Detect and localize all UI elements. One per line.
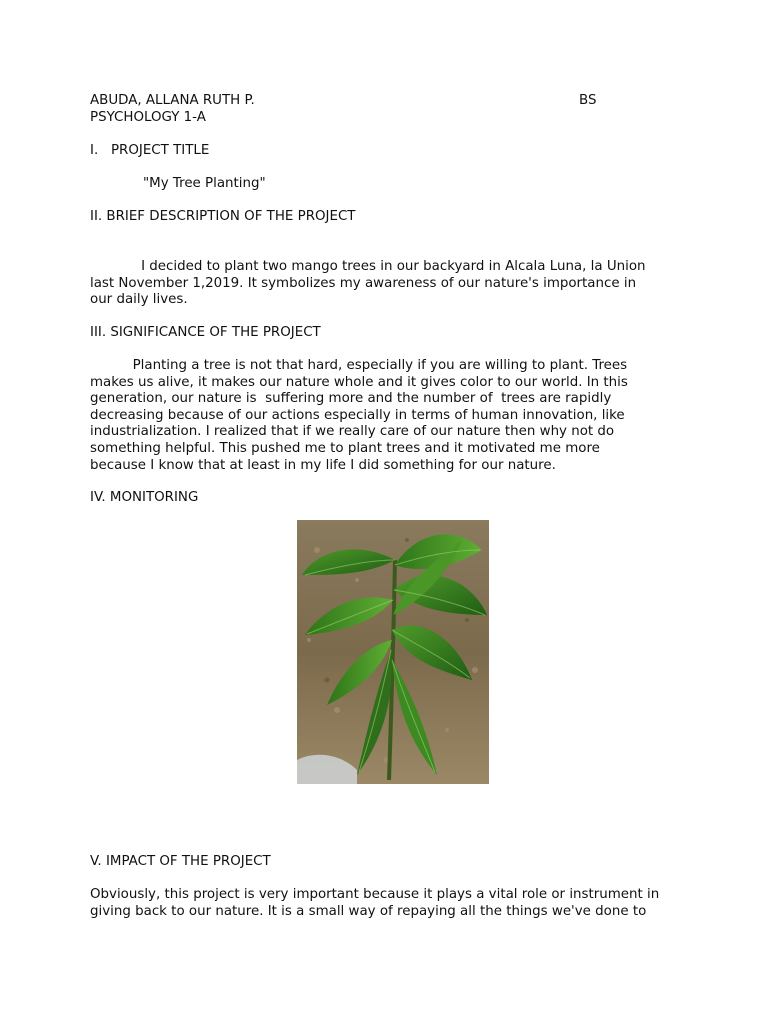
description-line: our daily lives. bbox=[90, 292, 188, 308]
significance-paragraph bbox=[90, 358, 690, 474]
monitoring-heading: IV. MONITORING bbox=[90, 490, 199, 505]
significance-line: something helpful. This pushed me to plant trees and it motivated me more bbox=[90, 440, 600, 456]
project-title-heading: I. PROJECT TITLE bbox=[90, 143, 210, 158]
impact-line: Obviously, this project is very important because it plays a vital role or instrument in bbox=[90, 887, 660, 902]
significance-line: decreasing because of our actions especially in terms of human innovation, like bbox=[90, 407, 625, 423]
impact-paragraph bbox=[90, 887, 690, 920]
significance-line: makes us alive, it makes our nature whole and it gives color to our world. In this bbox=[90, 374, 628, 390]
impact-heading: V. IMPACT OF THE PROJECT bbox=[90, 854, 271, 869]
mango-seedling-photo bbox=[297, 520, 489, 784]
description-heading: II. BRIEF DESCRIPTION OF THE PROJECT bbox=[90, 209, 356, 224]
impact-line: giving back to our nature. It is a small way of repaying all the things we've done to bbox=[90, 903, 647, 919]
course-name: PSYCHOLOGY 1-A bbox=[90, 110, 206, 125]
description-paragraph bbox=[90, 259, 690, 309]
student-name: ABUDA, ALLANA RUTH P. bbox=[90, 93, 255, 108]
project-title-value: "My Tree Planting" bbox=[143, 176, 266, 191]
significance-line: because I know that at least in my life I did something for our nature. bbox=[90, 457, 556, 473]
significance-heading: III. SIGNIFICANCE OF THE PROJECT bbox=[90, 325, 321, 340]
description-line: I decided to plant two mango trees in our backyard in Alcala Luna, la Union bbox=[90, 259, 646, 274]
significance-line: Planting a tree is not that hard, especially if you are willing to plant. Trees bbox=[90, 358, 628, 373]
description-line: last November 1,2019. It symbolizes my awareness of our nature's importance in bbox=[90, 275, 637, 291]
significance-line: generation, our nature is suffering more and the number of trees are rapidly bbox=[90, 391, 612, 407]
significance-line: industrialization. I realized that if we really care of our nature then why not do bbox=[90, 424, 615, 440]
course-prefix: BS bbox=[579, 93, 597, 108]
